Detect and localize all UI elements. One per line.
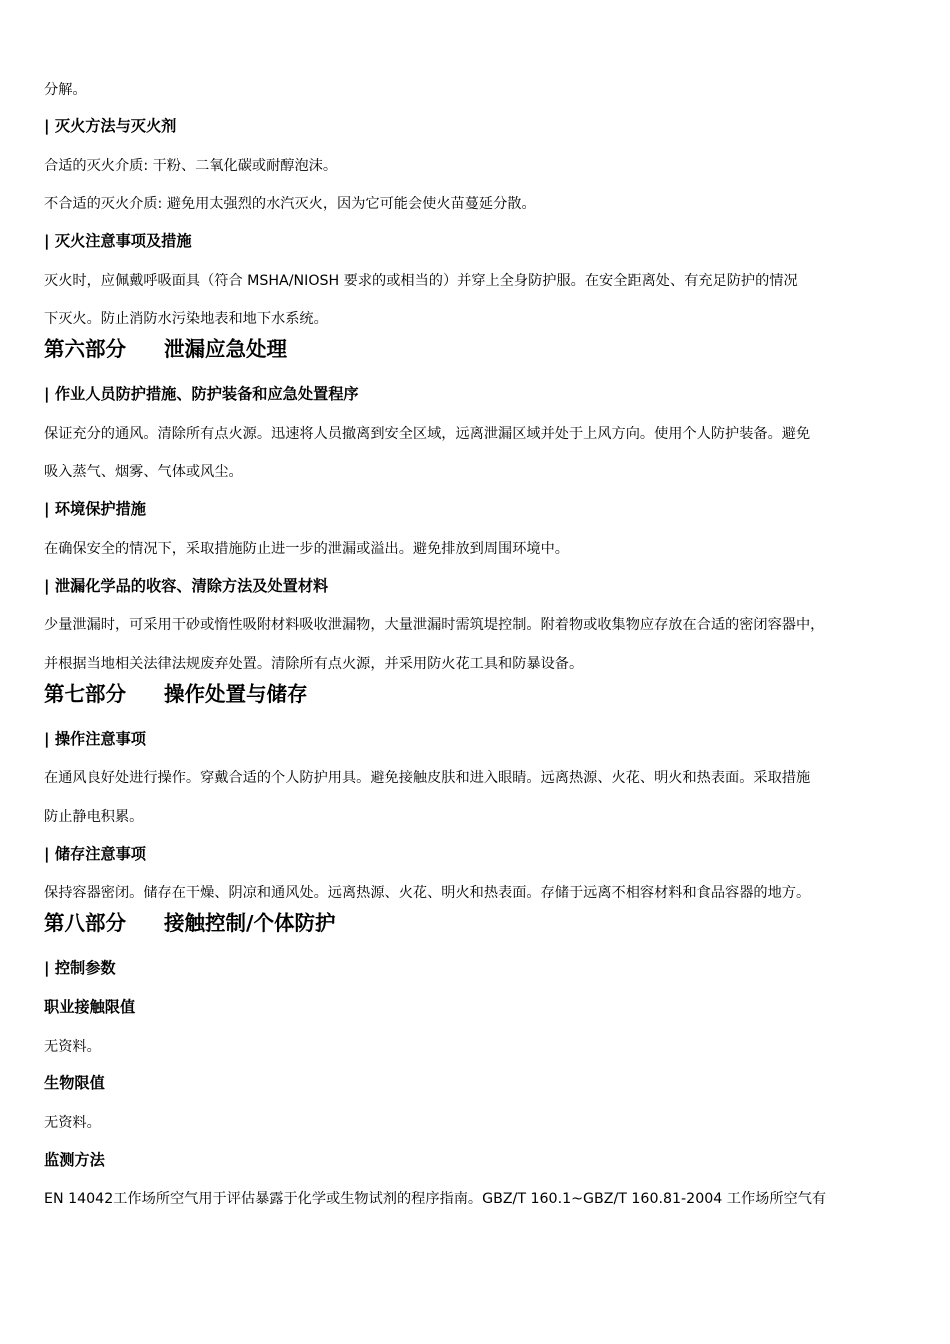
section-6-heading — [44, 335, 287, 363]
section-8-heading — [44, 909, 336, 937]
section-7-number: 第七部分 — [44, 682, 126, 706]
fire-precautions-heading: | 灭火注意事项及措施 — [44, 232, 192, 250]
s8-oel-heading: 职业接触限值 — [44, 998, 136, 1016]
s8-bio-text: 无资料。 — [44, 1115, 101, 1131]
section-6-title: 泄漏应急处理 — [164, 337, 287, 361]
section-7-title: 操作处置与储存 — [164, 682, 308, 706]
section-8-title: 接触控制/个体防护 — [164, 911, 336, 935]
fire-precautions-line1: 灭火时，应佩戴呼吸面具（符合 MSHA/NIOSH 要求的或相当的）并穿上全身防护服。在安全距离处、有充足防护的情况 — [44, 273, 798, 289]
s8-bio-heading: 生物限值 — [44, 1074, 105, 1092]
s8-oel-text: 无资料。 — [44, 1039, 101, 1055]
s8-monitor-line1: EN 14042工作场所空气用于评估暴露于化学或生物试剂的程序指南。GBZ/T 160.1~GBZ/T 160.81-2004 工作场所空气有 — [44, 1191, 827, 1207]
s7-handling-heading: | 操作注意事项 — [44, 730, 146, 748]
s6-containment-line1: 少量泄漏时，可采用干砂或惰性吸附材料吸收泄漏物，大量泄漏时需筑堤控制。附着物或收集物应存放在合适的密闭容器中， — [44, 617, 825, 633]
s6-environment-line1: 在确保安全的情况下，采取措施防止进一步的泄漏或溢出。避免排放到周围环境中。 — [44, 541, 569, 557]
s7-handling-line2: 防止静电积累。 — [44, 809, 144, 825]
fire-methods-heading: | 灭火方法与灭火剂 — [44, 117, 177, 135]
section-7-heading — [44, 680, 308, 708]
fire-unsuitable-media: 不合适的灭火介质: 避免用太强烈的水汽灭火，因为它可能会使火苗蔓延分散。 — [44, 196, 536, 212]
s7-storage-line1: 保持容器密闭。储存在干燥、阴凉和通风处。远离热源、火花、明火和热表面。存储于远离不相容材料和食品容器的地方。 — [44, 885, 811, 901]
fire-precautions-line2: 下灭火。防止消防水污染地表和地下水系统。 — [44, 311, 328, 327]
fire-tail-text: 分解。 — [44, 82, 87, 98]
s6-environment-heading: | 环境保护措施 — [44, 500, 146, 518]
s8-control-params-heading: | 控制参数 — [44, 959, 116, 977]
s7-storage-heading: | 储存注意事项 — [44, 845, 146, 863]
s6-personnel-line2: 吸入蒸气、烟雾、气体或风尘。 — [44, 464, 243, 480]
fire-suitable-media: 合适的灭火介质: 干粉、二氧化碳或耐醇泡沫。 — [44, 158, 338, 174]
s6-containment-heading: | 泄漏化学品的收容、清除方法及处置材料 — [44, 577, 329, 595]
section-8-number: 第八部分 — [44, 911, 126, 935]
s6-containment-line2: 并根据当地相关法律法规废弃处置。清除所有点火源，并采用防火花工具和防暴设备。 — [44, 656, 584, 672]
s6-personnel-line1: 保证充分的通风。清除所有点火源。迅速将人员撤离到安全区域，远离泄漏区域并处于上风方向。使用个人防护装备。避免 — [44, 426, 811, 442]
s7-handling-line1: 在通风良好处进行操作。穿戴合适的个人防护用具。避免接触皮肤和进入眼睛。远离热源、火花、明火和热表面。采取措施 — [44, 770, 811, 786]
s6-personnel-heading: | 作业人员防护措施、防护装备和应急处置程序 — [44, 385, 359, 403]
section-6-number: 第六部分 — [44, 337, 126, 361]
s8-monitor-heading: 监测方法 — [44, 1151, 105, 1169]
